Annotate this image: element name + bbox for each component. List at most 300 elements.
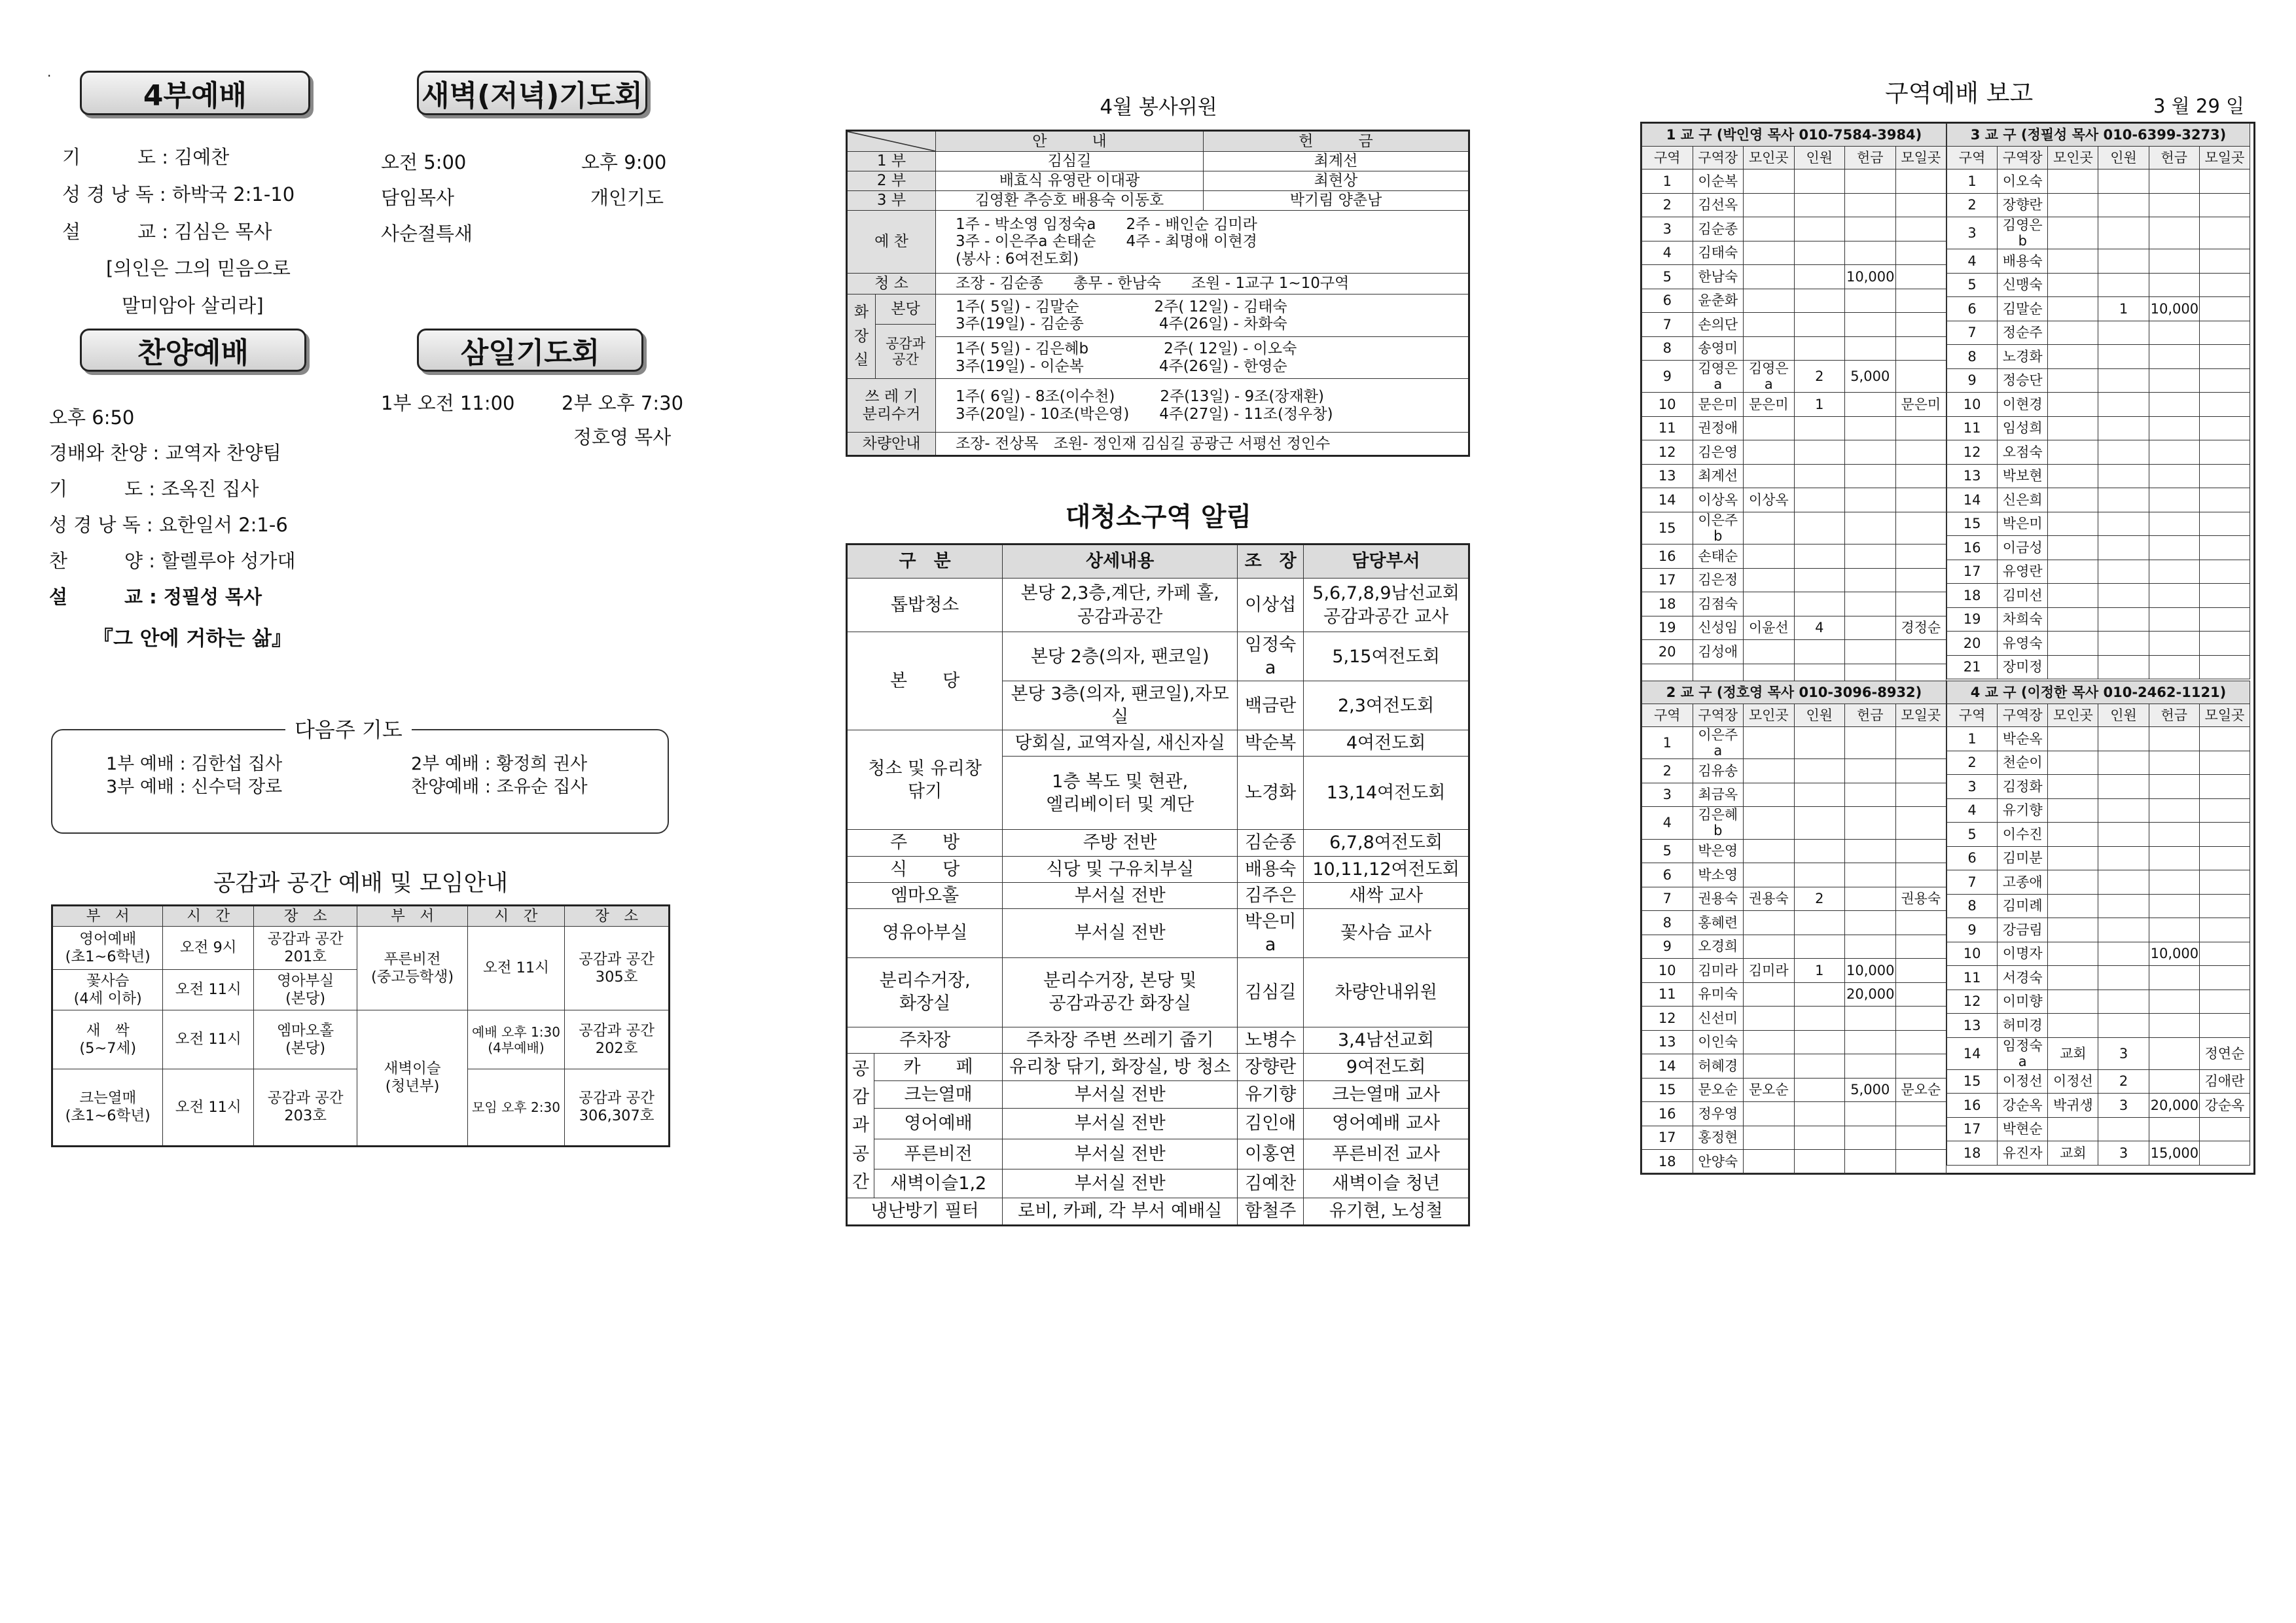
district-cell bbox=[1744, 313, 1795, 337]
district-cell bbox=[2199, 966, 2250, 990]
volunteer-offer: 최계선 bbox=[1204, 152, 1469, 171]
district-cell bbox=[1744, 169, 1795, 194]
district-cell: 신맹숙 bbox=[1998, 273, 2048, 297]
district-cell bbox=[2199, 918, 2250, 942]
cleaning-cat: 푸른비전 bbox=[874, 1139, 1003, 1169]
district-cell bbox=[2048, 536, 2098, 560]
cleaning-detail: 주차장 주변 쓰레기 줍기 bbox=[1003, 1027, 1238, 1053]
district-cell: 문은미 bbox=[1744, 393, 1795, 417]
district-cell bbox=[2199, 990, 2250, 1014]
district-cell bbox=[1895, 464, 1946, 488]
volunteer-car: 조장- 전상목 조원- 정인재 김심길 공광근 서평선 정인수 bbox=[936, 433, 1469, 456]
dawn-time-1: 오전 5:00 bbox=[381, 151, 467, 173]
district-3-table bbox=[1946, 123, 2250, 679]
praise-sermon-title: 『그 안에 거하는 삶』 bbox=[93, 627, 292, 651]
district-cell: 1 bbox=[2098, 297, 2149, 321]
volunteer-label: 2 부 bbox=[847, 171, 936, 191]
district-cell: 5,000 bbox=[1845, 1078, 1896, 1102]
district-cell bbox=[2199, 393, 2250, 417]
district-cell bbox=[2098, 217, 2149, 249]
district-cell bbox=[1794, 440, 1845, 465]
district-cell: 17 bbox=[1947, 560, 1998, 584]
district-cell bbox=[2149, 393, 2199, 417]
district-cell: 3 bbox=[1947, 217, 1998, 249]
district-col-header: 모일곳 bbox=[2199, 704, 2250, 727]
schedule-dept: 꽃사슴 (4세 이하) bbox=[52, 970, 163, 1010]
district-cell: 3 bbox=[2098, 1141, 2149, 1166]
district-cell bbox=[1794, 1102, 1845, 1126]
district-row bbox=[1947, 584, 2250, 608]
wednesday-title: 삼일기도회 bbox=[417, 329, 643, 372]
district-caption: 2 교 구 (정호영 목사 010-3096-8932) bbox=[1642, 681, 1946, 704]
district-cell bbox=[2199, 751, 2250, 775]
district-cell bbox=[2098, 918, 2149, 942]
district-cell bbox=[2199, 249, 2250, 274]
district-cell bbox=[2149, 1014, 2199, 1038]
schedule-dept: 푸른비전 (중고등학생) bbox=[357, 927, 467, 1010]
district-row bbox=[1642, 1007, 1946, 1031]
cleaning-cat: 새벽이슬1,2 bbox=[874, 1169, 1003, 1198]
district-row bbox=[1642, 512, 1946, 544]
district-col-header: 모인곳 bbox=[1744, 147, 1795, 169]
district-cell: 임정숙a bbox=[1998, 1037, 2048, 1069]
schedule-header: 시 간 bbox=[163, 906, 254, 927]
dawn-time-2: 오후 9:00 bbox=[581, 151, 667, 173]
district-cell: 5 bbox=[1642, 839, 1693, 863]
district-cell bbox=[1845, 488, 1896, 512]
district-cell bbox=[1845, 169, 1896, 194]
cleaning-leader: 박은미a bbox=[1238, 908, 1304, 957]
district-cell: 손의단 bbox=[1693, 313, 1744, 337]
district-cell: 20,000 bbox=[2149, 1094, 2199, 1118]
district-cell: 고종애 bbox=[1998, 870, 2048, 895]
district-cell bbox=[2149, 870, 2199, 895]
cleaning-leader: 이상섭 bbox=[1238, 579, 1304, 632]
district-row bbox=[1947, 942, 2250, 966]
volunteer-guide: 김영환 추승호 배용숙 이동호 bbox=[936, 191, 1204, 211]
flower-subtable bbox=[848, 294, 935, 378]
district-cell bbox=[2149, 273, 2199, 297]
district-cell: 김성애 bbox=[1693, 640, 1744, 664]
district-row bbox=[1947, 297, 2250, 321]
cleaning-detail: 부서실 전반 bbox=[1003, 1169, 1238, 1198]
district-cell: 2 bbox=[1794, 887, 1845, 911]
district-cell bbox=[1895, 241, 1946, 265]
district-cell bbox=[2098, 942, 2149, 966]
volunteer-label: 차량안내 bbox=[847, 433, 936, 456]
district-cell: 21 bbox=[1947, 655, 1998, 679]
district-row bbox=[1947, 416, 2250, 440]
district-cell bbox=[2199, 321, 2250, 345]
volunteer-header-row bbox=[847, 131, 1469, 152]
district-cell: 2 bbox=[1794, 361, 1845, 393]
district-row bbox=[1947, 1141, 2250, 1166]
district-cell: 4 bbox=[1794, 616, 1845, 640]
district-cell bbox=[1845, 616, 1896, 640]
district-row bbox=[1947, 655, 2250, 679]
district-row bbox=[1947, 273, 2250, 297]
district-cell bbox=[2098, 751, 2149, 775]
district-row bbox=[1947, 751, 2250, 775]
district-row bbox=[1642, 1150, 1946, 1174]
district-cell bbox=[1895, 416, 1946, 440]
district-cell bbox=[1794, 863, 1845, 887]
district-cell bbox=[1895, 839, 1946, 863]
schedule-place: 공감과 공간 305호 bbox=[565, 927, 670, 1010]
schedule-header: 장 소 bbox=[253, 906, 357, 927]
district-cell bbox=[1895, 759, 1946, 783]
district-cell: 이명자 bbox=[1998, 942, 2048, 966]
district-cell: 5 bbox=[1947, 823, 1998, 847]
wednesday-leader: 정호영 목사 bbox=[573, 426, 672, 448]
district-cell bbox=[1744, 1150, 1795, 1174]
district-cell: 19 bbox=[1642, 616, 1693, 640]
district-cell: 6 bbox=[1642, 863, 1693, 887]
district-cell bbox=[2098, 393, 2149, 417]
district-cell bbox=[2048, 217, 2098, 249]
district-cell: 문오순 bbox=[1693, 1078, 1744, 1102]
district-cell: 15 bbox=[1947, 1069, 1998, 1094]
district-row bbox=[1642, 440, 1946, 465]
district-cell: 10 bbox=[1947, 942, 1998, 966]
district-cell: 김선옥 bbox=[1693, 193, 1744, 217]
cleaning-row bbox=[847, 1198, 1469, 1225]
district-row bbox=[1642, 544, 1946, 569]
cleaning-leader: 박순복 bbox=[1238, 730, 1304, 757]
district-cell bbox=[2149, 193, 2199, 217]
schedule-row bbox=[52, 927, 670, 970]
district-cell bbox=[2048, 368, 2098, 393]
volunteer-row bbox=[847, 294, 1469, 379]
district-cell: 유영숙 bbox=[1998, 632, 2048, 656]
district-cell bbox=[2048, 488, 2098, 512]
district-cell bbox=[1794, 640, 1845, 664]
schedule-time: 오전 11시 bbox=[163, 1010, 254, 1069]
district-cell bbox=[1744, 640, 1795, 664]
district-cell bbox=[1895, 1102, 1946, 1126]
district-row bbox=[1642, 568, 1946, 592]
district-col-header: 구역 bbox=[1642, 147, 1693, 169]
trash-line: 1주( 6일) - 8조(이수천) 2주(13일) - 9조(장재환) bbox=[956, 388, 1324, 406]
district-cell bbox=[1845, 512, 1896, 544]
district-cell bbox=[1895, 361, 1946, 393]
district-col-header: 헌금 bbox=[2149, 704, 2199, 727]
district-row bbox=[1642, 959, 1946, 983]
cleaning-space-label: 공 감 과 공 간 bbox=[847, 1054, 874, 1198]
district-cell: 1 bbox=[1642, 169, 1693, 194]
district-cell: 3 bbox=[1642, 217, 1693, 241]
district-cell: 정연순 bbox=[2199, 1037, 2250, 1069]
district-cell: 이순복 bbox=[1693, 169, 1744, 194]
district-cell bbox=[2048, 798, 2098, 823]
district-caption: 4 교 구 (이정한 목사 010-2462-1121) bbox=[1947, 681, 2250, 704]
district-cell: 9 bbox=[1947, 368, 1998, 393]
district-cell: 이수진 bbox=[1998, 823, 2048, 847]
district-cell: 임성희 bbox=[1998, 416, 2048, 440]
district-col-header: 모일곳 bbox=[1895, 704, 1946, 727]
district-cell bbox=[1744, 759, 1795, 783]
district-cell bbox=[2098, 440, 2149, 465]
cleaning-dept: 새벽이슬 청년 bbox=[1304, 1169, 1469, 1198]
cleaning-detail: 분리수거장, 본당 및 공감과공간 화장실 bbox=[1003, 957, 1238, 1027]
cleaning-detail: 본당 2층(의자, 팬코일) bbox=[1003, 632, 1238, 681]
district-row bbox=[1947, 169, 2250, 194]
district-cell: 13 bbox=[1947, 1014, 1998, 1038]
cleaning-detail: 부서실 전반 bbox=[1003, 908, 1238, 957]
district-row bbox=[1947, 193, 2250, 217]
district-col-header: 헌금 bbox=[1845, 147, 1896, 169]
district-cell: 2 bbox=[1947, 751, 1998, 775]
district-cell bbox=[2199, 607, 2250, 632]
district-cell bbox=[2149, 751, 2199, 775]
district-cell bbox=[1794, 727, 1845, 759]
district-cell: 권용숙 bbox=[1693, 887, 1744, 911]
district-cell bbox=[1895, 640, 1946, 664]
district-caption: 1 교 구 (박인영 목사 010-7584-3984) bbox=[1642, 124, 1946, 147]
district-cell bbox=[1794, 336, 1845, 361]
dawn-leader-2: 개인기도 bbox=[590, 187, 664, 209]
volunteer-row bbox=[847, 379, 1469, 433]
district-cell: 10,000 bbox=[1845, 959, 1896, 983]
district-cell bbox=[2199, 193, 2250, 217]
cleaning-detail: 주방 전반 bbox=[1003, 830, 1238, 856]
district-cell: 문은미 bbox=[1895, 393, 1946, 417]
district-cell bbox=[2048, 512, 2098, 536]
cleaning-leader: 장향란 bbox=[1238, 1054, 1304, 1081]
district-cell bbox=[2149, 775, 2199, 799]
district-cell: 교회 bbox=[2048, 1141, 2098, 1166]
schedule-place: 영아부실 (본당) bbox=[253, 970, 357, 1010]
district-cell bbox=[1794, 241, 1845, 265]
volunteer-row bbox=[847, 433, 1469, 456]
district-cell bbox=[2199, 870, 2250, 895]
cleaning-row bbox=[847, 856, 1469, 882]
district-col-header: 모일곳 bbox=[2199, 147, 2250, 169]
praise-line-prayer: 기 도 : 조옥진 집사 bbox=[49, 478, 259, 500]
district-cell: 15 bbox=[1642, 512, 1693, 544]
district-row bbox=[1642, 241, 1946, 265]
district-cell: 김은영 bbox=[1693, 440, 1744, 465]
district-cell bbox=[2199, 584, 2250, 608]
cleaning-cat: 영유아부실 bbox=[847, 908, 1003, 957]
cleaning-detail: 1층 복도 및 현관, 엘리베이터 및 계단 bbox=[1003, 757, 1238, 830]
district-cell bbox=[1744, 265, 1795, 289]
cleaning-leader: 배용숙 bbox=[1238, 856, 1304, 882]
district-cell bbox=[2149, 169, 2199, 194]
cleaning-cat: 카 페 bbox=[874, 1054, 1003, 1081]
district-cell bbox=[1794, 416, 1845, 440]
district-cell bbox=[2098, 775, 2149, 799]
next-prayer-item: 찬양예배 : 조유순 집사 bbox=[411, 777, 588, 797]
district-cell bbox=[2048, 440, 2098, 465]
district-cell bbox=[2149, 584, 2199, 608]
schedule-time: 오전 11시 bbox=[163, 1069, 254, 1147]
district-row bbox=[1642, 1126, 1946, 1150]
district-row bbox=[1642, 1102, 1946, 1126]
district-col-header: 인원 bbox=[1794, 147, 1845, 169]
district-cell bbox=[1845, 807, 1896, 839]
cleaning-leader: 함철주 bbox=[1238, 1198, 1304, 1225]
district-cell bbox=[2149, 560, 2199, 584]
district-cell bbox=[1845, 592, 1896, 616]
dawn-leader-1: 담임목사 bbox=[381, 187, 455, 209]
district-cell: 20 bbox=[1947, 632, 1998, 656]
cleaning-dept: 13,14여전도회 bbox=[1304, 757, 1469, 830]
cleaning-detail: 유리창 닦기, 화장실, 방 청소 bbox=[1003, 1054, 1238, 1081]
district-cell bbox=[1794, 289, 1845, 313]
district-cell: 권용숙 bbox=[1744, 887, 1795, 911]
praise-line-sermon: 설 교 : 정필성 목사 bbox=[49, 586, 262, 608]
district-cell bbox=[1845, 911, 1896, 935]
district-cell: 4 bbox=[1947, 798, 1998, 823]
district-cell bbox=[1845, 1150, 1896, 1174]
district-cell: 이금성 bbox=[1998, 536, 2048, 560]
district-cell bbox=[2199, 169, 2250, 194]
district-cell bbox=[1845, 393, 1896, 417]
district-cell bbox=[1845, 289, 1896, 313]
schedule-dept: 영어예배 (초1~6학년) bbox=[52, 927, 163, 970]
district-cell bbox=[1744, 1030, 1795, 1054]
cleaning-cat: 본 당 bbox=[847, 632, 1003, 730]
district-cell: 정우영 bbox=[1693, 1102, 1744, 1126]
district-header-row bbox=[1947, 704, 2250, 727]
district-col-header: 구역 bbox=[1642, 704, 1693, 727]
district-cell: 1 bbox=[1947, 727, 1998, 751]
district-caption: 3 교 구 (정필성 목사 010-6399-3273) bbox=[1947, 124, 2250, 147]
cleaning-detail: 부서실 전반 bbox=[1003, 882, 1238, 908]
district-cell: 홍정현 bbox=[1693, 1126, 1744, 1150]
district-row bbox=[1947, 798, 2250, 823]
district-cell bbox=[2098, 249, 2149, 274]
district-cell bbox=[2098, 345, 2149, 369]
volunteer-offer: 최현상 bbox=[1204, 171, 1469, 191]
district-cell: 1 bbox=[1794, 393, 1845, 417]
district-cell bbox=[1845, 759, 1896, 783]
district-cell bbox=[1845, 241, 1896, 265]
district-cell: 10 bbox=[1642, 393, 1693, 417]
district-cell: 강순옥 bbox=[1998, 1094, 2048, 1118]
district-cell bbox=[2098, 464, 2149, 488]
district-cell bbox=[2048, 321, 2098, 345]
district-cell: 신은희 bbox=[1998, 488, 2048, 512]
district-col-header: 인원 bbox=[2098, 147, 2149, 169]
district-cell: 11 bbox=[1642, 416, 1693, 440]
district-cell: 1 bbox=[1642, 727, 1693, 759]
district-cell bbox=[2098, 846, 2149, 870]
district-cell bbox=[2098, 488, 2149, 512]
district-row bbox=[1947, 846, 2250, 870]
district-cell bbox=[1895, 1007, 1946, 1031]
praise-line-reading: 성 경 낭 독 : 요한일서 2:1-6 bbox=[49, 514, 288, 536]
district-cell bbox=[2149, 321, 2199, 345]
district-cell: 12 bbox=[1642, 440, 1693, 465]
district-cell bbox=[1794, 807, 1845, 839]
volunteer-praise bbox=[936, 211, 1469, 274]
district-cell: 12 bbox=[1947, 990, 1998, 1014]
cleaning-cat: 청소 및 유리창 닦기 bbox=[847, 730, 1003, 830]
district-cell bbox=[1895, 727, 1946, 759]
district-cell bbox=[1895, 336, 1946, 361]
district-cell bbox=[2048, 751, 2098, 775]
district-cell bbox=[2199, 440, 2250, 465]
district-cell bbox=[2199, 798, 2250, 823]
district-cell: 유미숙 bbox=[1693, 982, 1744, 1007]
schedule-time: 예배 오후 1:30 (4부예배) bbox=[467, 1010, 564, 1069]
volunteer-offer: 박기림 양춘남 bbox=[1204, 191, 1469, 211]
district-cell: 4 bbox=[1642, 241, 1693, 265]
district-cell: 홍혜련 bbox=[1693, 911, 1744, 935]
district-cell: 11 bbox=[1947, 416, 1998, 440]
district-cell bbox=[1744, 512, 1795, 544]
volunteer-label: 3 부 bbox=[847, 191, 936, 211]
district-cell: 7 bbox=[1947, 321, 1998, 345]
district-cell bbox=[1845, 336, 1896, 361]
district-cell bbox=[2199, 823, 2250, 847]
praise-line-choir: 찬 양 : 할렐루야 성가대 bbox=[49, 550, 296, 572]
district-row bbox=[1642, 982, 1946, 1007]
district-cell bbox=[2048, 918, 2098, 942]
cleaning-cat: 냉난방기 필터 bbox=[847, 1198, 1003, 1225]
district-cell bbox=[1794, 1054, 1845, 1079]
district-row bbox=[1947, 560, 2250, 584]
district-cell: 천순이 bbox=[1998, 751, 2048, 775]
district-cell bbox=[1895, 959, 1946, 983]
district-col-header: 구역장 bbox=[1693, 147, 1744, 169]
district-col-header: 모인곳 bbox=[2048, 704, 2098, 727]
volunteer-label: 예 찬 bbox=[847, 211, 936, 274]
district-cell bbox=[1744, 1007, 1795, 1031]
district-cell bbox=[2048, 990, 2098, 1014]
district-cell bbox=[1895, 1150, 1946, 1174]
district-cell bbox=[1895, 488, 1946, 512]
flower-sub1: 본당 bbox=[876, 294, 936, 325]
district-row bbox=[1947, 990, 2250, 1014]
cleaning-dept: 꽃사슴 교사 bbox=[1304, 908, 1469, 957]
district-cell bbox=[1744, 592, 1795, 616]
district-cell: 신선미 bbox=[1693, 1007, 1744, 1031]
district-cell bbox=[2149, 249, 2199, 274]
district-cell: 18 bbox=[1947, 1141, 1998, 1166]
district-row bbox=[1642, 1078, 1946, 1102]
district-cell bbox=[1895, 982, 1946, 1007]
district-cell bbox=[1744, 935, 1795, 959]
district-cell bbox=[1794, 1126, 1845, 1150]
district-cell bbox=[2199, 512, 2250, 536]
district-cell: 이오숙 bbox=[1998, 169, 2048, 194]
cleaning-cat: 주 방 bbox=[847, 830, 1003, 856]
district-row bbox=[1947, 775, 2250, 799]
district-row bbox=[1642, 416, 1946, 440]
district-cell bbox=[2098, 536, 2149, 560]
flower-label: 화 장 실 bbox=[848, 294, 876, 378]
district-caption-row bbox=[1947, 124, 2250, 147]
district-cell bbox=[1895, 512, 1946, 544]
district-cell bbox=[2199, 464, 2250, 488]
district-cell bbox=[1845, 783, 1896, 807]
district-cell bbox=[2149, 440, 2199, 465]
district-cell bbox=[1895, 863, 1946, 887]
cleaning-header: 상세내용 bbox=[1003, 544, 1238, 579]
schedule-row bbox=[52, 1010, 670, 1069]
district-cell bbox=[2098, 512, 2149, 536]
district-row bbox=[1947, 464, 2250, 488]
schedule-table bbox=[51, 904, 670, 1147]
district-cell bbox=[2149, 823, 2199, 847]
service4-line-reading: 성 경 낭 독 : 하박국 2:1-10 bbox=[62, 183, 295, 205]
district-cell: 문오순 bbox=[1895, 1078, 1946, 1102]
district-cell: 이상옥 bbox=[1744, 488, 1795, 512]
district-cell: 13 bbox=[1642, 1030, 1693, 1054]
